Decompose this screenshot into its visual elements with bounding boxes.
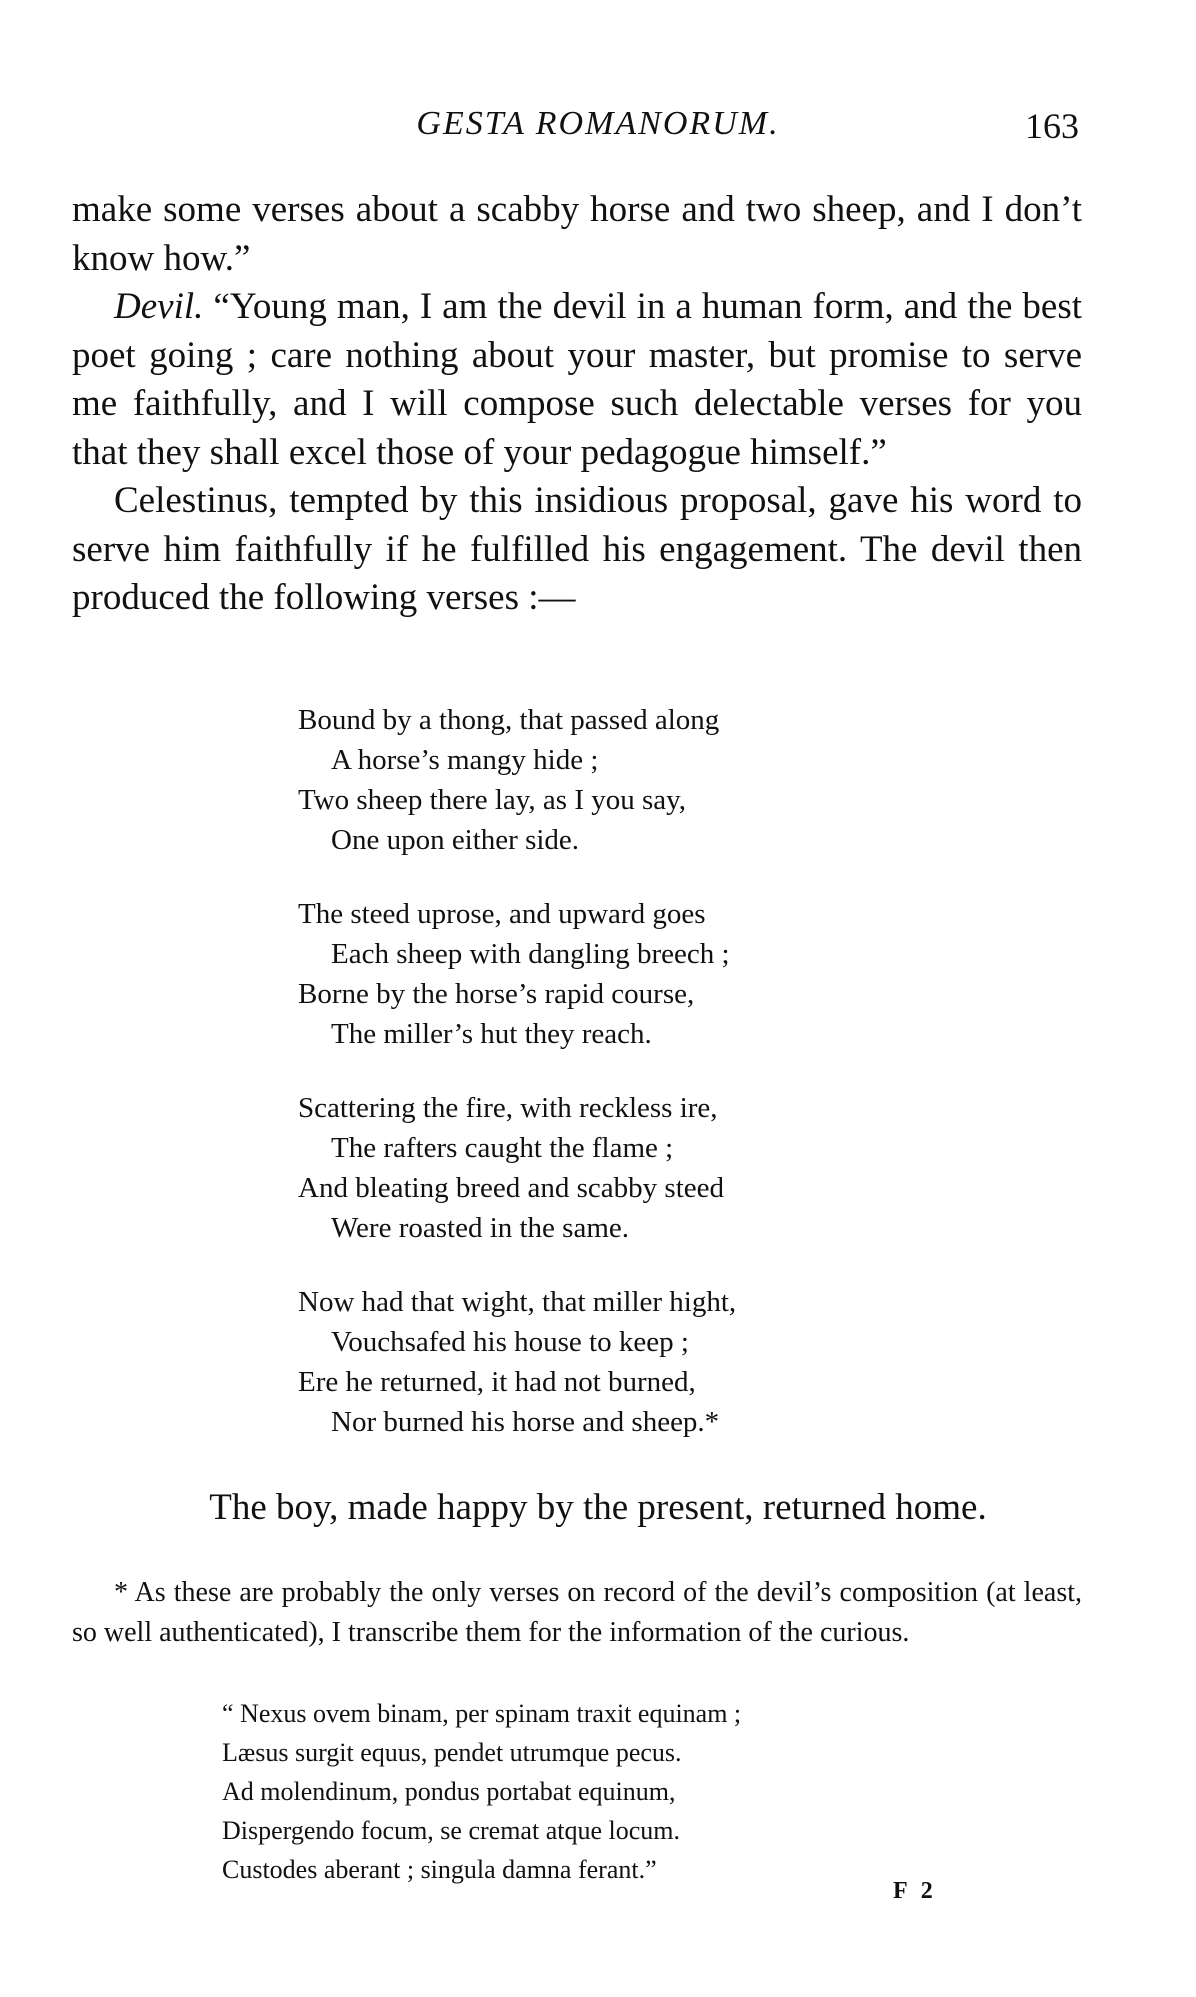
paragraph-2: [72, 283, 1082, 477]
latin-line: Læsus surgit equus, pendet utrumque pecus.: [222, 1738, 682, 1767]
footnote: [72, 1573, 1082, 1653]
verse-line: The steed uprose, and upward goes: [298, 898, 706, 930]
verse-line: Bound by a thong, that passed along: [298, 704, 720, 736]
verse-line: Now had that wight, that miller hight,: [298, 1286, 737, 1318]
verse-line: Nor burned his horse and sheep.*: [331, 1406, 720, 1438]
stanza-3: [298, 1088, 918, 1248]
verse-line: One upon either side.: [331, 824, 580, 856]
stanza-2: [298, 894, 918, 1054]
verse-block: [298, 700, 918, 1476]
verse-line: Each sheep with dangling breech ;: [331, 938, 730, 970]
verse-line: Were roasted in the same.: [331, 1212, 630, 1244]
verse-line: Ere he returned, it had not burned,: [298, 1366, 696, 1398]
verse-line: The rafters caught the flame ;: [331, 1132, 674, 1164]
latin-line: Ad molendinum, pondus portabat equinum,: [222, 1777, 676, 1806]
latin-line: Custodes aberant ; singula damna ferant.”: [222, 1855, 657, 1884]
verse-line: And bleating breed and scabby steed: [298, 1172, 724, 1204]
verse-line: The miller’s hut they reach.: [331, 1018, 652, 1050]
stanza-1: [298, 700, 918, 860]
verse-line: A horse’s mangy hide ;: [331, 744, 599, 776]
latin-line: “ Nexus ovem binam, per spinam traxit equinam ;: [222, 1699, 742, 1728]
main-text: [72, 186, 1082, 623]
speaker-label: Devil.: [114, 286, 204, 327]
footnote-text: * As these are probably the only verses on record of the devil’s composition (at least, so well authenticated), I transcribe them for the information of the curious.: [72, 1577, 1082, 1648]
verse-line: Borne by the horse’s rapid course,: [298, 978, 695, 1010]
stanza-4: [298, 1282, 918, 1442]
paragraph-3: Celestinus, tempted by this insidious proposal, gave his word to serve him faithfully if he fulfilled his engagement. The devil then produced the following verses :—: [72, 480, 1082, 618]
closing-line: The boy, made happy by the present, returned home.: [209, 1487, 987, 1528]
signature-mark: F 2: [893, 1878, 937, 1904]
verse-line: Vouchsafed his house to keep ;: [331, 1326, 689, 1358]
devil-speech: “Young man, I am the devil in a human form, and the best poet going ; care nothing about your master, but promise to serve me faithfully, and I will compose such delectable verses for you that they shall excel those of your pedagogue himself.”: [72, 286, 1083, 473]
verse-line: Two sheep there lay, as I you say,: [298, 784, 687, 816]
latin-line: Dispergendo focum, se cremat atque locum.: [222, 1816, 680, 1845]
page-number: 163: [1025, 106, 1079, 146]
latin-verses: [222, 1694, 942, 1889]
paragraph-1: make some verses about a scabby horse and two sheep, and I don’t know how.”: [72, 189, 1082, 279]
running-title: GESTA ROMANORUM.: [416, 105, 780, 142]
verse-line: Scattering the fire, with reckless ire,: [298, 1092, 718, 1124]
